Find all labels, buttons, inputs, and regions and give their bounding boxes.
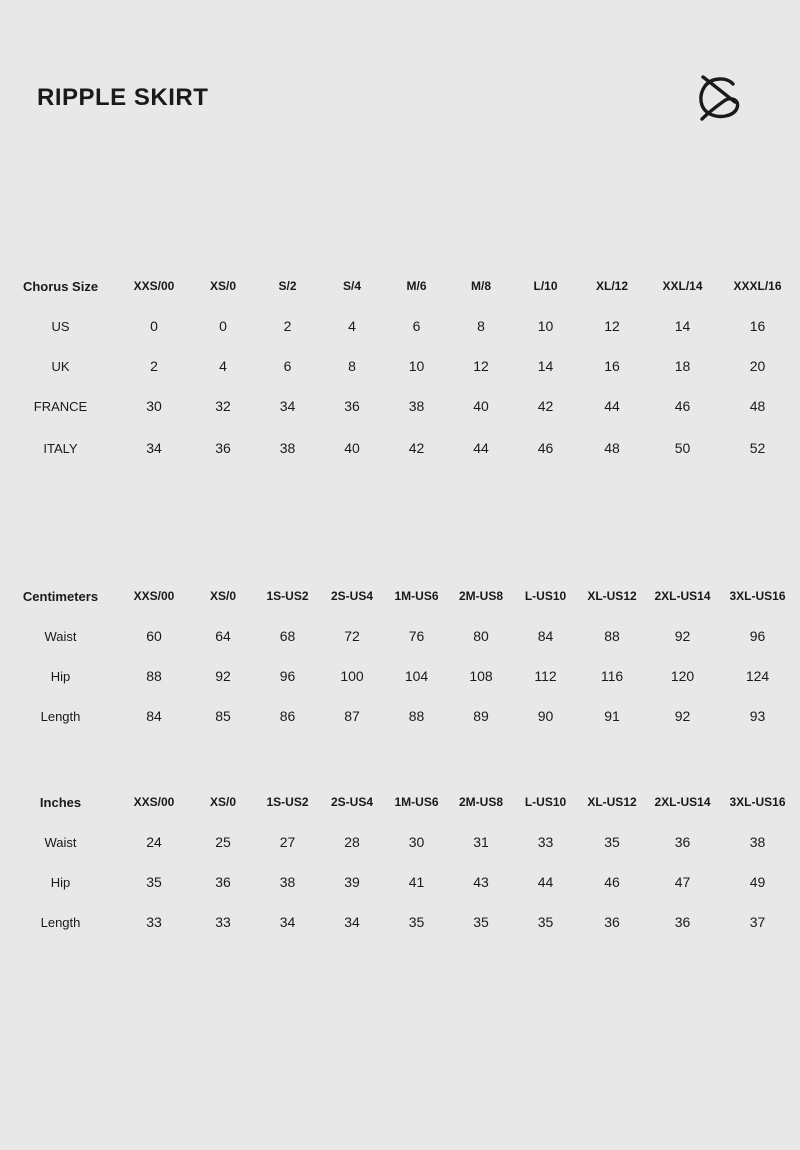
measurement-cell: 8 [348, 358, 356, 374]
row-label: Length [40, 708, 81, 724]
size-header-cell: 3XL-US16 [729, 589, 786, 603]
measurement-cell: 36 [215, 874, 231, 890]
measurement-cell: 84 [146, 708, 162, 724]
measurement-cell: 46 [604, 874, 620, 890]
measurement-cell: 36 [344, 398, 360, 414]
inches-table [0, 782, 800, 942]
measurement-cell: 47 [674, 874, 691, 890]
table-row [0, 306, 800, 346]
measurement-cell: 24 [146, 834, 162, 850]
row-label: Waist [44, 834, 77, 850]
measurement-cell: 4 [348, 318, 356, 334]
measurement-cell: 88 [604, 628, 620, 644]
measurement-cell: 40 [473, 398, 489, 414]
measurement-cell: 38 [279, 440, 296, 456]
row-label: FRANCE [33, 398, 88, 414]
row-label: US [51, 318, 70, 334]
size-header-cell: XL-US12 [587, 589, 637, 603]
measurement-cell: 35 [604, 834, 620, 850]
table-header-row [0, 576, 800, 616]
measurement-cell: 72 [344, 628, 360, 644]
size-header-cell: 1S-US2 [266, 589, 309, 603]
size-header-cell: XXXL/16 [733, 279, 782, 293]
table-row [0, 656, 800, 696]
measurement-cell: 12 [473, 358, 489, 374]
measurement-cell: 42 [408, 440, 425, 456]
measurement-cell: 34 [146, 440, 162, 456]
measurement-cell: 124 [745, 668, 770, 684]
measurement-cell: 14 [537, 358, 554, 374]
size-header-cell: L-US10 [524, 795, 567, 809]
measurement-cell: 0 [219, 318, 227, 334]
row-label: Waist [44, 628, 77, 644]
measurement-cell: 96 [279, 668, 296, 684]
table-row [0, 822, 800, 862]
size-header-cell: XS/0 [209, 279, 236, 293]
measurement-cell: 84 [537, 628, 554, 644]
measurement-cell: 89 [473, 708, 489, 724]
chorus-logo-icon [697, 74, 743, 122]
measurement-cell: 42 [537, 398, 554, 414]
measurement-cell: 46 [674, 398, 691, 414]
measurement-cell: 91 [604, 708, 620, 724]
measurement-cell: 37 [749, 914, 766, 930]
measurement-cell: 27 [279, 834, 296, 850]
row-label: UK [51, 358, 70, 374]
measurement-cell: 49 [749, 874, 766, 890]
size-header-cell: 2XL-US14 [654, 795, 711, 809]
measurement-cell: 30 [408, 834, 425, 850]
measurement-cell: 34 [279, 398, 296, 414]
size-header-cell: XS/0 [209, 589, 236, 603]
measurement-cell: 36 [674, 914, 691, 930]
measurement-cell: 44 [473, 440, 489, 456]
size-header-cell: 2M-US8 [458, 795, 503, 809]
measurement-cell: 39 [344, 874, 360, 890]
measurement-cell: 34 [279, 914, 296, 930]
page-title: RIPPLE SKIRT [37, 84, 209, 111]
size-header-cell: XXS/00 [133, 795, 175, 809]
measurement-cell: 6 [283, 358, 292, 374]
measurement-cell: 36 [604, 914, 620, 930]
measurement-cell: 35 [473, 914, 489, 930]
table-header-row [0, 782, 800, 822]
size-header-cell: 2M-US8 [458, 589, 503, 603]
measurement-cell: 90 [537, 708, 554, 724]
measurement-cell: 2 [150, 358, 158, 374]
measurement-cell: 41 [408, 874, 425, 890]
measurement-cell: 34 [344, 914, 360, 930]
table-row [0, 862, 800, 902]
size-header-cell: XXS/00 [133, 589, 175, 603]
measurement-cell: 38 [408, 398, 425, 414]
measurement-cell: 10 [537, 318, 554, 334]
table-row [0, 696, 800, 736]
row-label: Length [40, 914, 81, 930]
measurement-cell: 32 [215, 398, 231, 414]
measurement-cell: 0 [150, 318, 158, 334]
measurement-cell: 68 [279, 628, 296, 644]
measurement-cell: 116 [600, 668, 624, 684]
measurement-cell: 43 [473, 874, 489, 890]
size-header-cell: M/8 [470, 279, 491, 293]
measurement-cell: 16 [749, 318, 766, 334]
table-header-label: Inches [39, 794, 82, 810]
measurement-cell: 35 [537, 914, 554, 930]
row-label: Hip [50, 874, 71, 890]
measurement-cell: 20 [749, 358, 766, 374]
size-header-cell: 3XL-US16 [729, 795, 786, 809]
size-header-cell: XL-US12 [587, 795, 637, 809]
table-row [0, 426, 800, 470]
measurement-cell: 60 [146, 628, 162, 644]
measurement-cell: 10 [408, 358, 425, 374]
size-header-cell: 2S-US4 [330, 795, 374, 809]
measurement-cell: 14 [674, 318, 691, 334]
size-header-cell: 1M-US6 [394, 795, 439, 809]
measurement-cell: 48 [749, 398, 766, 414]
size-header-cell: 2S-US4 [330, 589, 374, 603]
size-header-cell: XS/0 [209, 795, 236, 809]
measurement-cell: 93 [749, 708, 766, 724]
measurement-cell: 96 [749, 628, 766, 644]
table-row [0, 902, 800, 942]
table-row [0, 616, 800, 656]
size-header-cell: S/2 [278, 279, 297, 293]
measurement-cell: 48 [604, 440, 620, 456]
size-header-cell: 2XL-US14 [654, 589, 711, 603]
table-header-row [0, 266, 800, 306]
size-header-cell: S/4 [342, 279, 361, 293]
measurement-cell: 4 [219, 358, 227, 374]
size-header-cell: XXS/00 [133, 279, 175, 293]
size-header-cell: 1M-US6 [394, 589, 439, 603]
measurement-cell: 35 [146, 874, 162, 890]
measurement-cell: 33 [537, 834, 554, 850]
table-header-label: Centimeters [22, 588, 99, 604]
measurement-cell: 36 [215, 440, 231, 456]
measurement-cell: 104 [404, 668, 429, 684]
measurement-cell: 88 [146, 668, 162, 684]
measurement-cell: 44 [537, 874, 554, 890]
measurement-cell: 108 [469, 668, 493, 684]
measurement-cell: 92 [215, 668, 231, 684]
size-conversion-table [0, 266, 800, 470]
measurement-cell: 76 [408, 628, 425, 644]
measurement-cell: 87 [344, 708, 360, 724]
measurement-cell: 35 [408, 914, 425, 930]
measurement-cell: 38 [279, 874, 296, 890]
measurement-cell: 28 [344, 834, 360, 850]
row-label: ITALY [43, 440, 78, 456]
measurement-cell: 52 [749, 440, 766, 456]
centimeters-table [0, 576, 800, 736]
measurement-cell: 50 [674, 440, 691, 456]
measurement-cell: 64 [215, 628, 231, 644]
measurement-cell: 2 [283, 318, 292, 334]
measurement-cell: 44 [604, 398, 620, 414]
measurement-cell: 112 [534, 668, 557, 684]
measurement-cell: 46 [537, 440, 554, 456]
size-header-cell: L-US10 [524, 589, 567, 603]
measurement-cell: 16 [604, 358, 620, 374]
size-header-cell: 1S-US2 [266, 795, 309, 809]
measurement-cell: 25 [215, 834, 231, 850]
measurement-cell: 80 [473, 628, 489, 644]
size-header-cell: L/10 [533, 279, 558, 293]
measurement-cell: 12 [604, 318, 620, 334]
measurement-cell: 6 [412, 318, 421, 334]
measurement-cell: 40 [344, 440, 360, 456]
measurement-cell: 31 [473, 834, 489, 850]
size-header-cell: XL/12 [595, 279, 628, 293]
measurement-cell: 8 [477, 318, 485, 334]
measurement-cell: 92 [674, 628, 691, 644]
size-header-cell: M/6 [406, 279, 427, 293]
measurement-cell: 38 [749, 834, 766, 850]
measurement-cell: 30 [146, 398, 162, 414]
measurement-cell: 33 [146, 914, 162, 930]
table-row [0, 346, 800, 386]
measurement-cell: 85 [215, 708, 231, 724]
size-header-cell: XXL/14 [662, 279, 703, 293]
measurement-cell: 88 [408, 708, 425, 724]
table-header-label: Chorus Size [22, 278, 99, 294]
measurement-cell: 18 [674, 358, 691, 374]
measurement-cell: 86 [279, 708, 296, 724]
measurement-cell: 100 [340, 668, 364, 684]
measurement-cell: 92 [674, 708, 691, 724]
row-label: Hip [50, 668, 71, 684]
measurement-cell: 120 [670, 668, 695, 684]
table-row [0, 386, 800, 426]
measurement-cell: 33 [215, 914, 231, 930]
measurement-cell: 36 [674, 834, 691, 850]
